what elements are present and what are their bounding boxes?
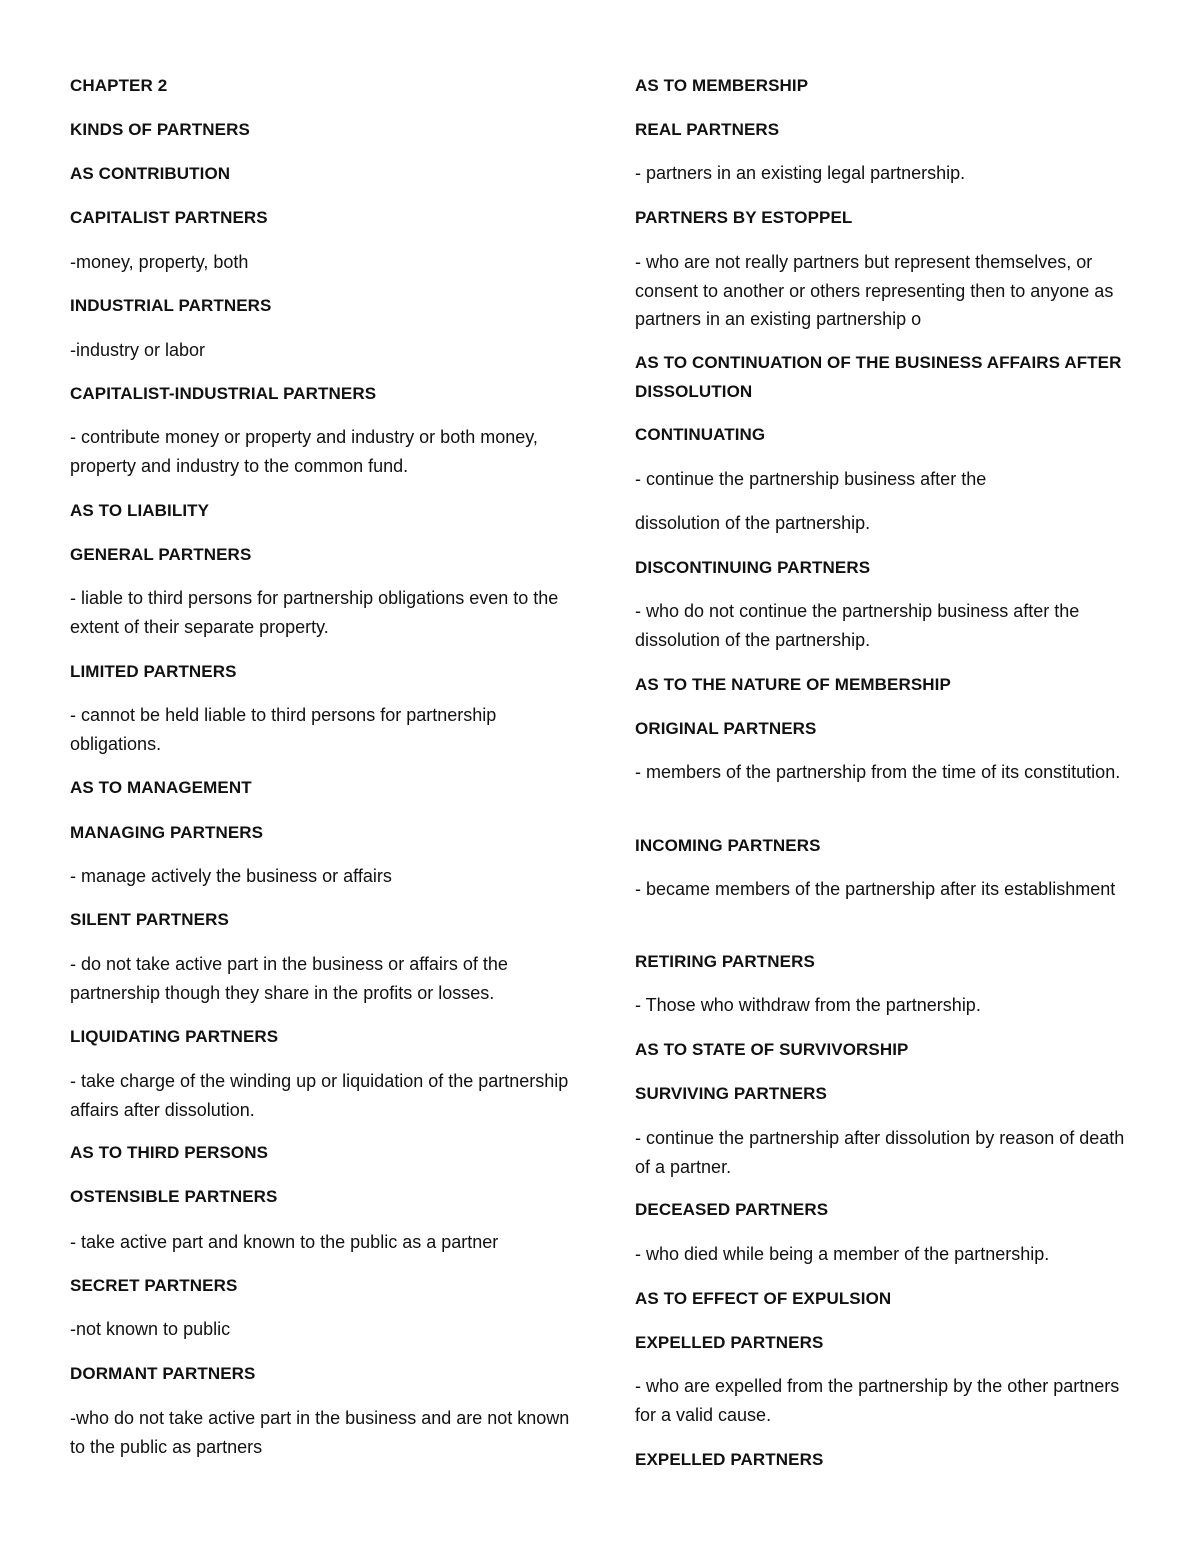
term-definition: - manage actively the business or affairs bbox=[70, 866, 392, 886]
term-heading: OSTENSIBLE PARTNERS bbox=[70, 1187, 278, 1206]
term-heading: ORIGINAL PARTNERS bbox=[635, 719, 817, 738]
term-heading: SILENT PARTNERS bbox=[70, 910, 229, 929]
category-heading: AS CONTRIBUTION bbox=[70, 164, 231, 183]
term-definition: - partners in an existing legal partnership. bbox=[635, 163, 966, 183]
term-definition: - continue the partnership business after the bbox=[635, 469, 987, 489]
term-definition: - take active part and known to the public as a partner bbox=[70, 1232, 499, 1252]
term-heading: INDUSTRIAL PARTNERS bbox=[70, 296, 272, 315]
term-definition: dissolution of the partnership. bbox=[635, 513, 871, 533]
term-definition: - take charge of the winding up or liquidation of the partnership affairs after dissolution. bbox=[70, 1071, 569, 1120]
term-definition: -who do not take active part in the business and are not known to the public as partners bbox=[70, 1408, 570, 1457]
term-heading: SECRET PARTNERS bbox=[70, 1276, 238, 1295]
term-heading: DECEASED PARTNERS bbox=[635, 1200, 829, 1219]
term-heading: INCOMING PARTNERS bbox=[635, 836, 821, 855]
category-heading: AS TO MEMBERSHIP bbox=[635, 76, 809, 95]
category-heading: AS TO CONTINUATION OF THE BUSINESS AFFAIRS AFTER DISSOLUTION bbox=[635, 353, 1122, 401]
term-definition: -industry or labor bbox=[70, 340, 206, 360]
category-heading: AS TO STATE OF SURVIVORSHIP bbox=[635, 1040, 909, 1059]
category-heading: AS TO THIRD PERSONS bbox=[70, 1143, 269, 1162]
term-definition: -money, property, both bbox=[70, 252, 249, 272]
term-definition: -not known to public bbox=[70, 1319, 231, 1339]
term-definition: - who do not continue the partnership business after the dissolution of the partnership. bbox=[635, 601, 1080, 650]
term-heading: DORMANT PARTNERS bbox=[70, 1364, 256, 1383]
term-heading: CAPITALIST-INDUSTRIAL PARTNERS bbox=[70, 384, 377, 403]
term-definition: - who are expelled from the partnership by the other partners for a valid cause. bbox=[635, 1376, 1120, 1425]
category-heading: AS TO MANAGEMENT bbox=[70, 778, 252, 797]
term-heading: CONTINUATING bbox=[635, 425, 766, 444]
section-heading: KINDS OF PARTNERS bbox=[70, 120, 250, 139]
term-heading: DISCONTINUING PARTNERS bbox=[635, 558, 871, 577]
term-heading: EXPELLED PARTNERS bbox=[635, 1450, 824, 1469]
term-definition: - who are not really partners but represent themselves, or consent to another or others representing then to anyone as partners in an existing partnership o bbox=[635, 252, 1114, 329]
term-heading: PARTNERS BY ESTOPPEL bbox=[635, 208, 853, 227]
term-definition: - liable to third persons for partnership obligations even to the extent of their separate property. bbox=[70, 588, 559, 637]
term-definition: - cannot be held liable to third persons for partnership obligations. bbox=[70, 705, 497, 754]
term-heading: MANAGING PARTNERS bbox=[70, 823, 264, 842]
category-heading: AS TO EFFECT OF EXPULSION bbox=[635, 1289, 892, 1308]
term-definition: - members of the partnership from the time of its constitution. bbox=[635, 762, 1121, 782]
term-definition: - became members of the partnership after its establishment bbox=[635, 879, 1116, 899]
term-definition: - contribute money or property and industry or both money, property and industry to the common fund. bbox=[70, 427, 538, 476]
term-heading: LIQUIDATING PARTNERS bbox=[70, 1027, 279, 1046]
term-definition: - who died while being a member of the partnership. bbox=[635, 1244, 1050, 1264]
category-heading: AS TO THE NATURE OF MEMBERSHIP bbox=[635, 675, 951, 694]
term-definition: - do not take active part in the business or affairs of the partnership though they share in the profits or losses. bbox=[70, 954, 508, 1003]
term-heading: RETIRING PARTNERS bbox=[635, 952, 815, 971]
term-definition: - Those who withdraw from the partnership. bbox=[635, 995, 981, 1015]
term-heading: CAPITALIST PARTNERS bbox=[70, 208, 268, 227]
term-heading: EXPELLED PARTNERS bbox=[635, 1333, 824, 1352]
term-heading: REAL PARTNERS bbox=[635, 120, 780, 139]
chapter-title: CHAPTER 2 bbox=[70, 76, 168, 95]
term-heading: GENERAL PARTNERS bbox=[70, 545, 252, 564]
term-definition: - continue the partnership after dissolution by reason of death of a partner. bbox=[635, 1128, 1125, 1177]
term-heading: SURVIVING PARTNERS bbox=[635, 1084, 827, 1103]
term-heading: LIMITED PARTNERS bbox=[70, 662, 237, 681]
category-heading: AS TO LIABILITY bbox=[70, 501, 210, 520]
